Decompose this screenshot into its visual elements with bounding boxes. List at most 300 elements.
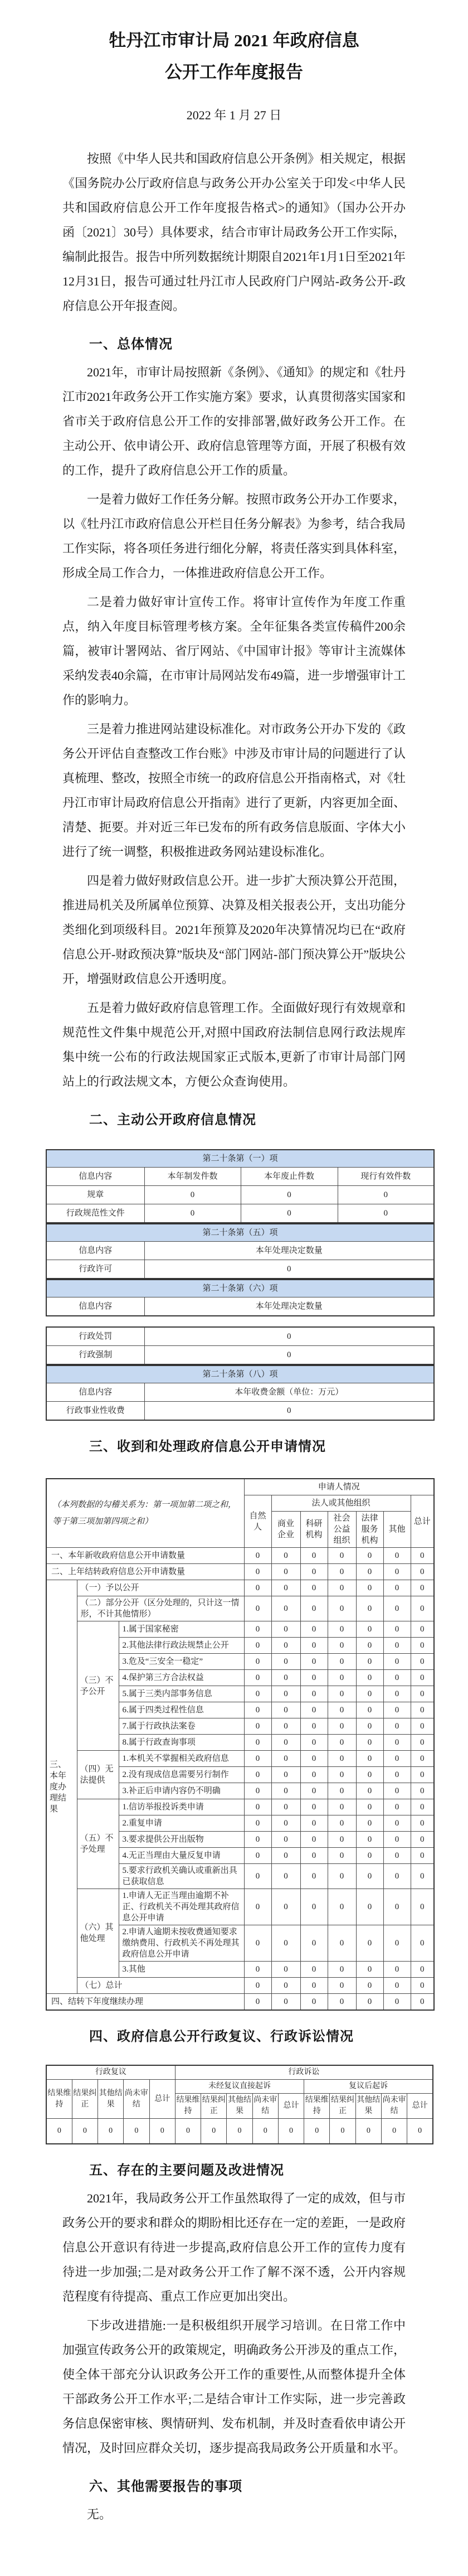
group-label-results: 三、本年度办理结果 (46, 1580, 77, 1994)
value-cell: 0 (383, 1638, 411, 1654)
column-header: 科研机构 (300, 1512, 328, 1548)
column-header: 尚未审结 (252, 2094, 278, 2119)
value-cell: 0 (330, 2119, 355, 2144)
value-cell: 0 (244, 1718, 271, 1735)
paragraph: 四是着力做好财政信息公开。进一步扩大预决算公开范围，推进局机关及所属单位预算、决算及相关报表公开，支出功能分类细化到项级科目。2021年预算及2020年决算情况均已在“政府信息公开-财政预决算”版块及“部门网站-部门预决算公开”版块公开，增强财政信息公开透明度。 (62, 874, 406, 986)
value-cell: 0 (144, 1186, 241, 1204)
column-header: 信息内容 (46, 1168, 144, 1186)
value-cell: 0 (411, 1751, 434, 1767)
value-cell: 0 (383, 1783, 411, 1799)
table-row (46, 1548, 434, 1564)
column-header: 本年处理决定数量 (144, 1297, 434, 1316)
value-cell: 0 (271, 1638, 300, 1654)
table-header-row (46, 2080, 433, 2094)
value-cell: 0 (338, 1204, 434, 1223)
value-cell: 0 (356, 1564, 383, 1580)
value-cell: 0 (244, 1994, 271, 2011)
row-label: 行政规范性文件 (46, 1204, 144, 1223)
row-label: 6.属于四类过程性信息 (119, 1702, 244, 1718)
column-group-legal-entities: 法人或其他组织 (271, 1495, 411, 1512)
value-cell: 0 (244, 1848, 271, 1864)
value-cell: 0 (411, 1978, 434, 1994)
value-cell: 0 (271, 1702, 300, 1718)
row-label: 2.申请人逾期未按收费通知要求缴纳费用、行政机关不再处理其政府信息公开申请 (119, 1925, 244, 1962)
column-group-applicants: 申请人情况 (244, 1479, 434, 1495)
value-cell: 0 (271, 1735, 300, 1751)
value-cell: 0 (300, 1889, 328, 1925)
value-cell: 0 (411, 1718, 434, 1735)
row-label: 5.要求行政机关确认或重新出具已获取信息 (119, 1864, 244, 1889)
value-cell: 0 (244, 1638, 271, 1654)
value-cell: 0 (328, 1848, 356, 1864)
table-title: 第二十条第（五）项 (46, 1224, 434, 1242)
table-row (46, 1580, 434, 1596)
table-row (46, 1799, 434, 1815)
value-cell: 0 (300, 1751, 328, 1767)
value-cell: 0 (244, 1686, 271, 1702)
value-cell: 0 (244, 1799, 271, 1815)
table-title: 第二十条第（六）项 (46, 1280, 434, 1297)
table-row (46, 1978, 434, 1994)
column-header: 本年处理决定数量 (144, 1242, 434, 1260)
value-cell: 0 (271, 1978, 300, 1994)
value-cell: 0 (356, 1580, 383, 1596)
table-row (46, 1204, 434, 1223)
value-cell: 0 (383, 1751, 411, 1767)
column-header: 尚未审结 (124, 2080, 149, 2119)
value-cell: 0 (328, 1783, 356, 1799)
paragraph: 下步改进措施:一是积极组织开展学习培训。在日常工作中加强宣传政务公开的政策规定，明确政务公开涉及的重点工作，使全体干部充分认识政务公开工作的重要性,从而整体提升全体干部政务公开工作水平;二是结合审计工作实际，进一步完善政务信息保密审核、舆情研判、发布机制，并及时查看依申请公开情况，及时回应群众关切，逐步提高我局政务公开质量和水平。 (62, 2318, 406, 2455)
value-cell: 0 (244, 1864, 271, 1889)
value-cell: 0 (300, 1596, 328, 1621)
value-cell: 0 (271, 1670, 300, 1686)
row-label: 7.属于行政执法案卷 (119, 1718, 244, 1735)
value-cell: 0 (407, 2119, 433, 2144)
column-header: 信息内容 (46, 1242, 144, 1260)
value-cell: 0 (328, 1686, 356, 1702)
value-cell: 0 (300, 1962, 328, 1978)
value-cell: 0 (271, 1889, 300, 1925)
value-cell: 0 (252, 2119, 278, 2144)
value-cell: 0 (300, 1621, 328, 1638)
value-cell: 0 (271, 1621, 300, 1638)
column-header: 本年制发件数 (144, 1168, 241, 1186)
table-header-row (46, 1297, 434, 1316)
column-header: 其他结果 (227, 2094, 252, 2119)
section-heading-overview: 一、总体情况 (89, 337, 173, 352)
value-cell: 0 (244, 1815, 271, 1832)
column-header: 结果维持 (175, 2094, 201, 2119)
group-label-refused: （三）不予公开 (77, 1621, 119, 1751)
column-header: 总计 (407, 2094, 433, 2119)
value-cell: 0 (383, 1548, 411, 1564)
value-cell: 0 (144, 1402, 434, 1421)
table-row (46, 1564, 434, 1580)
value-cell: 0 (411, 1767, 434, 1783)
value-cell: 0 (411, 1735, 434, 1751)
value-cell: 0 (356, 1889, 383, 1925)
table-row (46, 1596, 434, 1621)
value-cell: 0 (300, 1718, 328, 1735)
value-cell: 0 (244, 1580, 271, 1596)
value-cell: 0 (144, 1260, 434, 1279)
table-article20-item6-rows (46, 1326, 435, 1365)
paragraph: 三是着力推进网站建设标准化。对市政务公开办下发的《政务公开评估自查整改工作台账》中涉及市审计局的问题进行了认真梳理、整改，按照全市统一的政府信息公开指南格式，对《牡丹江市审计局政府信息公开指南》进行了更新，内容更加全面、清楚、扼要。并对近三年已发布的所有政务信息版面、字体大小进行了统一调整，积极推进政务网站建设标准化。 (62, 722, 406, 859)
value-cell: 0 (244, 1889, 271, 1925)
value-cell: 0 (271, 1864, 300, 1889)
value-cell: 0 (271, 1925, 300, 1962)
column-group-direct-suit: 未经复议直接起诉 (175, 2080, 304, 2094)
section-problems-paragraphs (62, 2186, 406, 2461)
page-break-gap (0, 1316, 468, 1326)
column-header: 其他结果 (355, 2094, 381, 2119)
row-label: （二）部分公开（区分处理的，只计这一情形，不计其他情形） (77, 1596, 244, 1621)
row-label: 行政许可 (46, 1260, 144, 1279)
table-title: 第二十条第（八）项 (46, 1366, 434, 1383)
row-label: 1.信访举报投诉类申请 (119, 1799, 244, 1815)
row-label: 1.属于国家秘密 (119, 1621, 244, 1638)
value-cell: 0 (411, 1889, 434, 1925)
value-cell: 0 (271, 1548, 300, 1564)
value-cell: 0 (328, 1751, 356, 1767)
value-cell: 0 (411, 1564, 434, 1580)
column-header: 其他 (383, 1512, 411, 1548)
value-cell: 0 (241, 1204, 338, 1223)
value-cell: 0 (411, 1654, 434, 1670)
row-label: 二、上年结转政府信息公开申请数量 (46, 1564, 244, 1580)
value-cell: 0 (300, 1994, 328, 2011)
value-cell: 0 (72, 2119, 98, 2144)
table-header-row (46, 2065, 433, 2080)
page-title (0, 0, 468, 88)
value-cell: 0 (411, 1686, 434, 1702)
value-cell: 0 (244, 1962, 271, 1978)
row-label: 行政处罚 (46, 1327, 144, 1346)
value-cell: 0 (124, 2119, 149, 2144)
section-heading-active-disclosure: 二、主动公开政府信息情况 (89, 1112, 256, 1127)
value-cell: 0 (271, 1799, 300, 1815)
value-cell: 0 (244, 1925, 271, 1962)
table-article20-item6-header (46, 1279, 435, 1316)
value-cell: 0 (300, 1735, 328, 1751)
row-label: 5.属于三类内部事务信息 (119, 1686, 244, 1702)
value-cell: 0 (383, 1799, 411, 1815)
table-title-row (46, 1224, 434, 1242)
column-header: 法律服务机构 (356, 1512, 383, 1548)
value-cell: 0 (356, 1718, 383, 1735)
value-cell: 0 (271, 1962, 300, 1978)
value-cell: 0 (356, 1767, 383, 1783)
row-label: 3.危及“三安全一稳定” (119, 1654, 244, 1670)
value-cell: 0 (383, 1702, 411, 1718)
column-header: 信息内容 (46, 1297, 144, 1316)
value-cell: 0 (356, 1799, 383, 1815)
value-cell: 0 (300, 1767, 328, 1783)
value-cell: 0 (383, 1978, 411, 1994)
value-cell: 0 (383, 1848, 411, 1864)
value-cell: 0 (356, 1670, 383, 1686)
title-line-1: 牡丹江市审计局 2021 年政府信息 (109, 31, 359, 50)
table-data-row (46, 2119, 433, 2144)
report-date: 2022 年 1 月 27 日 (186, 108, 282, 122)
section-heading-other-matters: 六、其他需要报告的事项 (89, 2479, 242, 2494)
value-cell: 0 (98, 2119, 124, 2144)
value-cell: 0 (356, 1638, 383, 1654)
value-cell: 0 (300, 1832, 328, 1848)
column-header: 结果维持 (304, 2094, 330, 2119)
value-cell: 0 (383, 1735, 411, 1751)
value-cell: 0 (381, 2119, 407, 2144)
table-row (46, 1751, 434, 1767)
value-cell: 0 (244, 1783, 271, 1799)
column-header: 结果维持 (46, 2080, 72, 2119)
value-cell: 0 (328, 1596, 356, 1621)
value-cell: 0 (244, 1654, 271, 1670)
value-cell: 0 (201, 2119, 227, 2144)
value-cell: 0 (383, 1564, 411, 1580)
value-cell: 0 (271, 1686, 300, 1702)
value-cell: 0 (244, 1596, 271, 1621)
row-label: 规章 (46, 1186, 144, 1204)
column-header: 本年废止件数 (241, 1168, 338, 1186)
value-cell: 0 (356, 1864, 383, 1889)
column-group-review: 行政复议 (46, 2065, 175, 2080)
value-cell: 0 (144, 1346, 434, 1365)
value-cell: 0 (383, 1621, 411, 1638)
table-review-litigation (46, 2065, 433, 2144)
value-cell: 0 (328, 1994, 356, 2011)
group-label-other-handling: （六）其他处理 (77, 1889, 119, 1978)
table-row (46, 1327, 434, 1346)
row-label: 1.申请人无正当理由逾期不补正、行政机关不再处理其政府信息公开申请 (119, 1889, 244, 1925)
value-cell: 0 (328, 1978, 356, 1994)
value-cell: 0 (300, 1925, 328, 1962)
value-cell: 0 (244, 1978, 271, 1994)
row-label: （一）予以公开 (77, 1580, 244, 1596)
value-cell: 0 (328, 1718, 356, 1735)
value-cell: 0 (328, 1815, 356, 1832)
value-cell: 0 (271, 1848, 300, 1864)
group-label-unable: （四）无法提供 (77, 1751, 119, 1799)
row-label: 3.其他 (119, 1962, 244, 1978)
row-label: 行政事业性收费 (46, 1402, 144, 1421)
section-heading-problems: 五、存在的主要问题及改进情况 (89, 2163, 284, 2178)
table-article20-item8 (46, 1365, 435, 1421)
value-cell: 0 (356, 1832, 383, 1848)
value-cell: 0 (227, 2119, 252, 2144)
value-cell: 0 (383, 1994, 411, 2011)
group-label-not-processed: （五）不予处理 (77, 1799, 119, 1889)
value-cell: 0 (271, 1767, 300, 1783)
value-cell: 0 (328, 1638, 356, 1654)
column-header-natural-person: 自然人 (244, 1495, 271, 1548)
value-cell: 0 (300, 1702, 328, 1718)
table-header-row (46, 1242, 434, 1260)
value-cell: 0 (271, 1654, 300, 1670)
table-row (46, 1260, 434, 1279)
title-line-2: 公开工作年度报告 (165, 62, 303, 82)
value-cell: 0 (144, 1327, 434, 1346)
column-group-litigation: 行政诉讼 (175, 2065, 433, 2080)
value-cell: 0 (356, 1686, 383, 1702)
row-label: 2.没有现成信息需要另行制作 (119, 1767, 244, 1783)
column-header: 总计 (278, 2094, 304, 2119)
value-cell: 0 (411, 1580, 434, 1596)
value-cell: 0 (300, 1564, 328, 1580)
value-cell: 0 (244, 1670, 271, 1686)
column-header: 商业企业 (271, 1512, 300, 1548)
value-cell: 0 (411, 1925, 434, 1962)
section-overview-paragraphs (62, 360, 406, 1094)
value-cell: 0 (328, 1548, 356, 1564)
column-header: 结果纠正 (330, 2094, 355, 2119)
paragraph: 2021年，我局政务公开工作虽然取得了一定的成效，但与市政务公开的要求和群众的期盼相比还存在一定的差距，一是政府信息公开意识有待进一步提高,政府信息公开工作的宣传力度有待进一步加强;二是对政务公开工作了解不深不透，公开内容规范程度有待提高、重点工作应更加出突出。 (62, 2191, 406, 2303)
row-label: （七）总计 (77, 1978, 244, 1994)
value-cell: 0 (300, 1686, 328, 1702)
section-heading-review-litigation: 四、政府信息公开行政复议、行政诉讼情况 (89, 2029, 354, 2044)
column-header: 结果纠正 (201, 2094, 227, 2119)
value-cell: 0 (411, 1638, 434, 1654)
value-cell: 0 (271, 1832, 300, 1848)
value-cell: 0 (383, 1962, 411, 1978)
value-cell: 0 (383, 1815, 411, 1832)
table-row (46, 1889, 434, 1925)
value-cell: 0 (411, 1670, 434, 1686)
value-cell: 0 (144, 1204, 241, 1223)
value-cell: 0 (271, 1580, 300, 1596)
value-cell: 0 (244, 1751, 271, 1767)
value-cell: 0 (411, 1832, 434, 1848)
value-cell: 0 (278, 2119, 304, 2144)
column-header: 总计 (149, 2080, 175, 2119)
column-header: 结果纠正 (72, 2080, 98, 2119)
table-title-row (46, 1366, 434, 1383)
value-cell: 0 (328, 1832, 356, 1848)
row-label: 1.本机关不掌握相关政府信息 (119, 1751, 244, 1767)
value-cell: 0 (328, 1735, 356, 1751)
value-cell: 0 (411, 1799, 434, 1815)
value-cell: 0 (328, 1580, 356, 1596)
row-label: 2.其他法律行政法规禁止公开 (119, 1638, 244, 1654)
table-header-row (46, 1383, 434, 1402)
column-group-suit-after-review: 复议后起诉 (304, 2080, 433, 2094)
value-cell: 0 (300, 1799, 328, 1815)
value-cell: 0 (271, 1815, 300, 1832)
table-applications (46, 1478, 435, 2011)
value-cell: 0 (328, 1767, 356, 1783)
value-cell: 0 (383, 1767, 411, 1783)
table-article20-item5 (46, 1223, 435, 1279)
value-cell: 0 (356, 1925, 383, 1962)
value-cell: 0 (271, 1596, 300, 1621)
value-cell: 0 (356, 1848, 383, 1864)
row-label: 2.重复申请 (119, 1815, 244, 1832)
column-header: 信息内容 (46, 1383, 144, 1402)
row-label: 行政强制 (46, 1346, 144, 1365)
value-cell: 0 (411, 1621, 434, 1638)
value-cell: 0 (383, 1832, 411, 1848)
value-cell: 0 (383, 1889, 411, 1925)
value-cell: 0 (46, 2119, 72, 2144)
row-label: 4.无正当理由大量反复申请 (119, 1848, 244, 1864)
value-cell: 0 (271, 1994, 300, 2011)
value-cell: 0 (356, 1962, 383, 1978)
value-cell: 0 (328, 1621, 356, 1638)
value-cell: 0 (244, 1767, 271, 1783)
value-cell: 0 (356, 1751, 383, 1767)
value-cell: 0 (328, 1702, 356, 1718)
value-cell: 0 (244, 1702, 271, 1718)
table-header-row (46, 1479, 434, 1495)
value-cell: 0 (300, 1815, 328, 1832)
table-title: 第二十条第（一）项 (46, 1150, 434, 1168)
value-cell: 0 (300, 1670, 328, 1686)
table-header-row (46, 1168, 434, 1186)
value-cell: 0 (411, 1596, 434, 1621)
value-cell: 0 (300, 1864, 328, 1889)
column-header: 现行有效件数 (338, 1168, 434, 1186)
value-cell: 0 (300, 1580, 328, 1596)
value-cell: 0 (328, 1564, 356, 1580)
value-cell: 0 (383, 1925, 411, 1962)
row-label: 一、本年新收政府信息公开申请数量 (46, 1548, 244, 1564)
value-cell: 0 (356, 1735, 383, 1751)
value-cell: 0 (356, 1621, 383, 1638)
table-row (46, 1186, 434, 1204)
value-cell: 0 (411, 1848, 434, 1864)
value-cell: 0 (244, 1735, 271, 1751)
value-cell: 0 (356, 1783, 383, 1799)
other-matters-text: 无。 (87, 2507, 112, 2521)
value-cell: 0 (356, 1596, 383, 1621)
column-header: 本年收费金额（单位：万元） (144, 1383, 434, 1402)
value-cell: 0 (383, 1580, 411, 1596)
paragraph: 2021年，市审计局按照新《条例》、《通知》的规定和《牡丹江市2021年政务公开工作实施方案》要求，认真贯彻落实国家和省市关于政府信息公开工作的安排部署,做好政务公开工作。在主动公开、依申请公开、政府信息管理等方面，开展了积极有效的工作，提升了政府信息公开工作的质量。 (62, 365, 406, 477)
value-cell: 0 (356, 1654, 383, 1670)
value-cell: 0 (300, 1783, 328, 1799)
column-header: 尚未审结 (381, 2094, 407, 2119)
value-cell: 0 (244, 1621, 271, 1638)
value-cell: 0 (355, 2119, 381, 2144)
paragraph: 二是着力做好审计宣传工作。将审计宣传作为年度工作重点，纳入年度目标管理考核方案。全年征集各类宣传稿件200余篇，被审计署网站、省厅网站、《中国审计报》等审计主流媒体采纳发表40余篇，在市审计局网站发布49篇，进一步增强审计工作的影响力。 (62, 595, 406, 707)
value-cell: 0 (383, 1718, 411, 1735)
value-cell: 0 (411, 1962, 434, 1978)
value-cell: 0 (300, 1978, 328, 1994)
table-title-row (46, 1280, 434, 1297)
table-title-row (46, 1150, 434, 1168)
value-cell: 0 (383, 1864, 411, 1889)
value-cell: 0 (411, 1994, 434, 2011)
value-cell: 0 (338, 1186, 434, 1204)
value-cell: 0 (300, 1548, 328, 1564)
value-cell: 0 (244, 1564, 271, 1580)
value-cell: 0 (411, 1864, 434, 1889)
value-cell: 0 (328, 1654, 356, 1670)
value-cell: 0 (328, 1799, 356, 1815)
reconciliation-note: （本列数据的勾稽关系为：第一项加第二项之和，等于第三项加第四项之和） (46, 1479, 244, 1548)
intro-paragraph: 按照《中华人民共和国政府信息公开条例》相关规定，根据《国务院办公厅政府信息与政务公开办公室关于印发<中华人民共和国政府信息公开工作年度报告格式>的通知》（国办公开办函〔2021〕30号）具体要求，结合市审计局政务公开工作实际，编制此报告。报告中所列数据统计期限自2021年1月1日至2021年12月31日，报告可通过牡丹江市人民政府门户网站-政务公开-政府信息公开年报查阅。 (62, 152, 406, 313)
table-row (46, 1346, 434, 1365)
value-cell: 0 (304, 2119, 330, 2144)
document-body (0, 147, 468, 1128)
table-row (46, 1994, 434, 2011)
value-cell: 0 (383, 1670, 411, 1686)
value-cell: 0 (411, 1815, 434, 1832)
value-cell: 0 (383, 1596, 411, 1621)
value-cell: 0 (328, 1962, 356, 1978)
value-cell: 0 (411, 1702, 434, 1718)
value-cell: 0 (271, 1718, 300, 1735)
